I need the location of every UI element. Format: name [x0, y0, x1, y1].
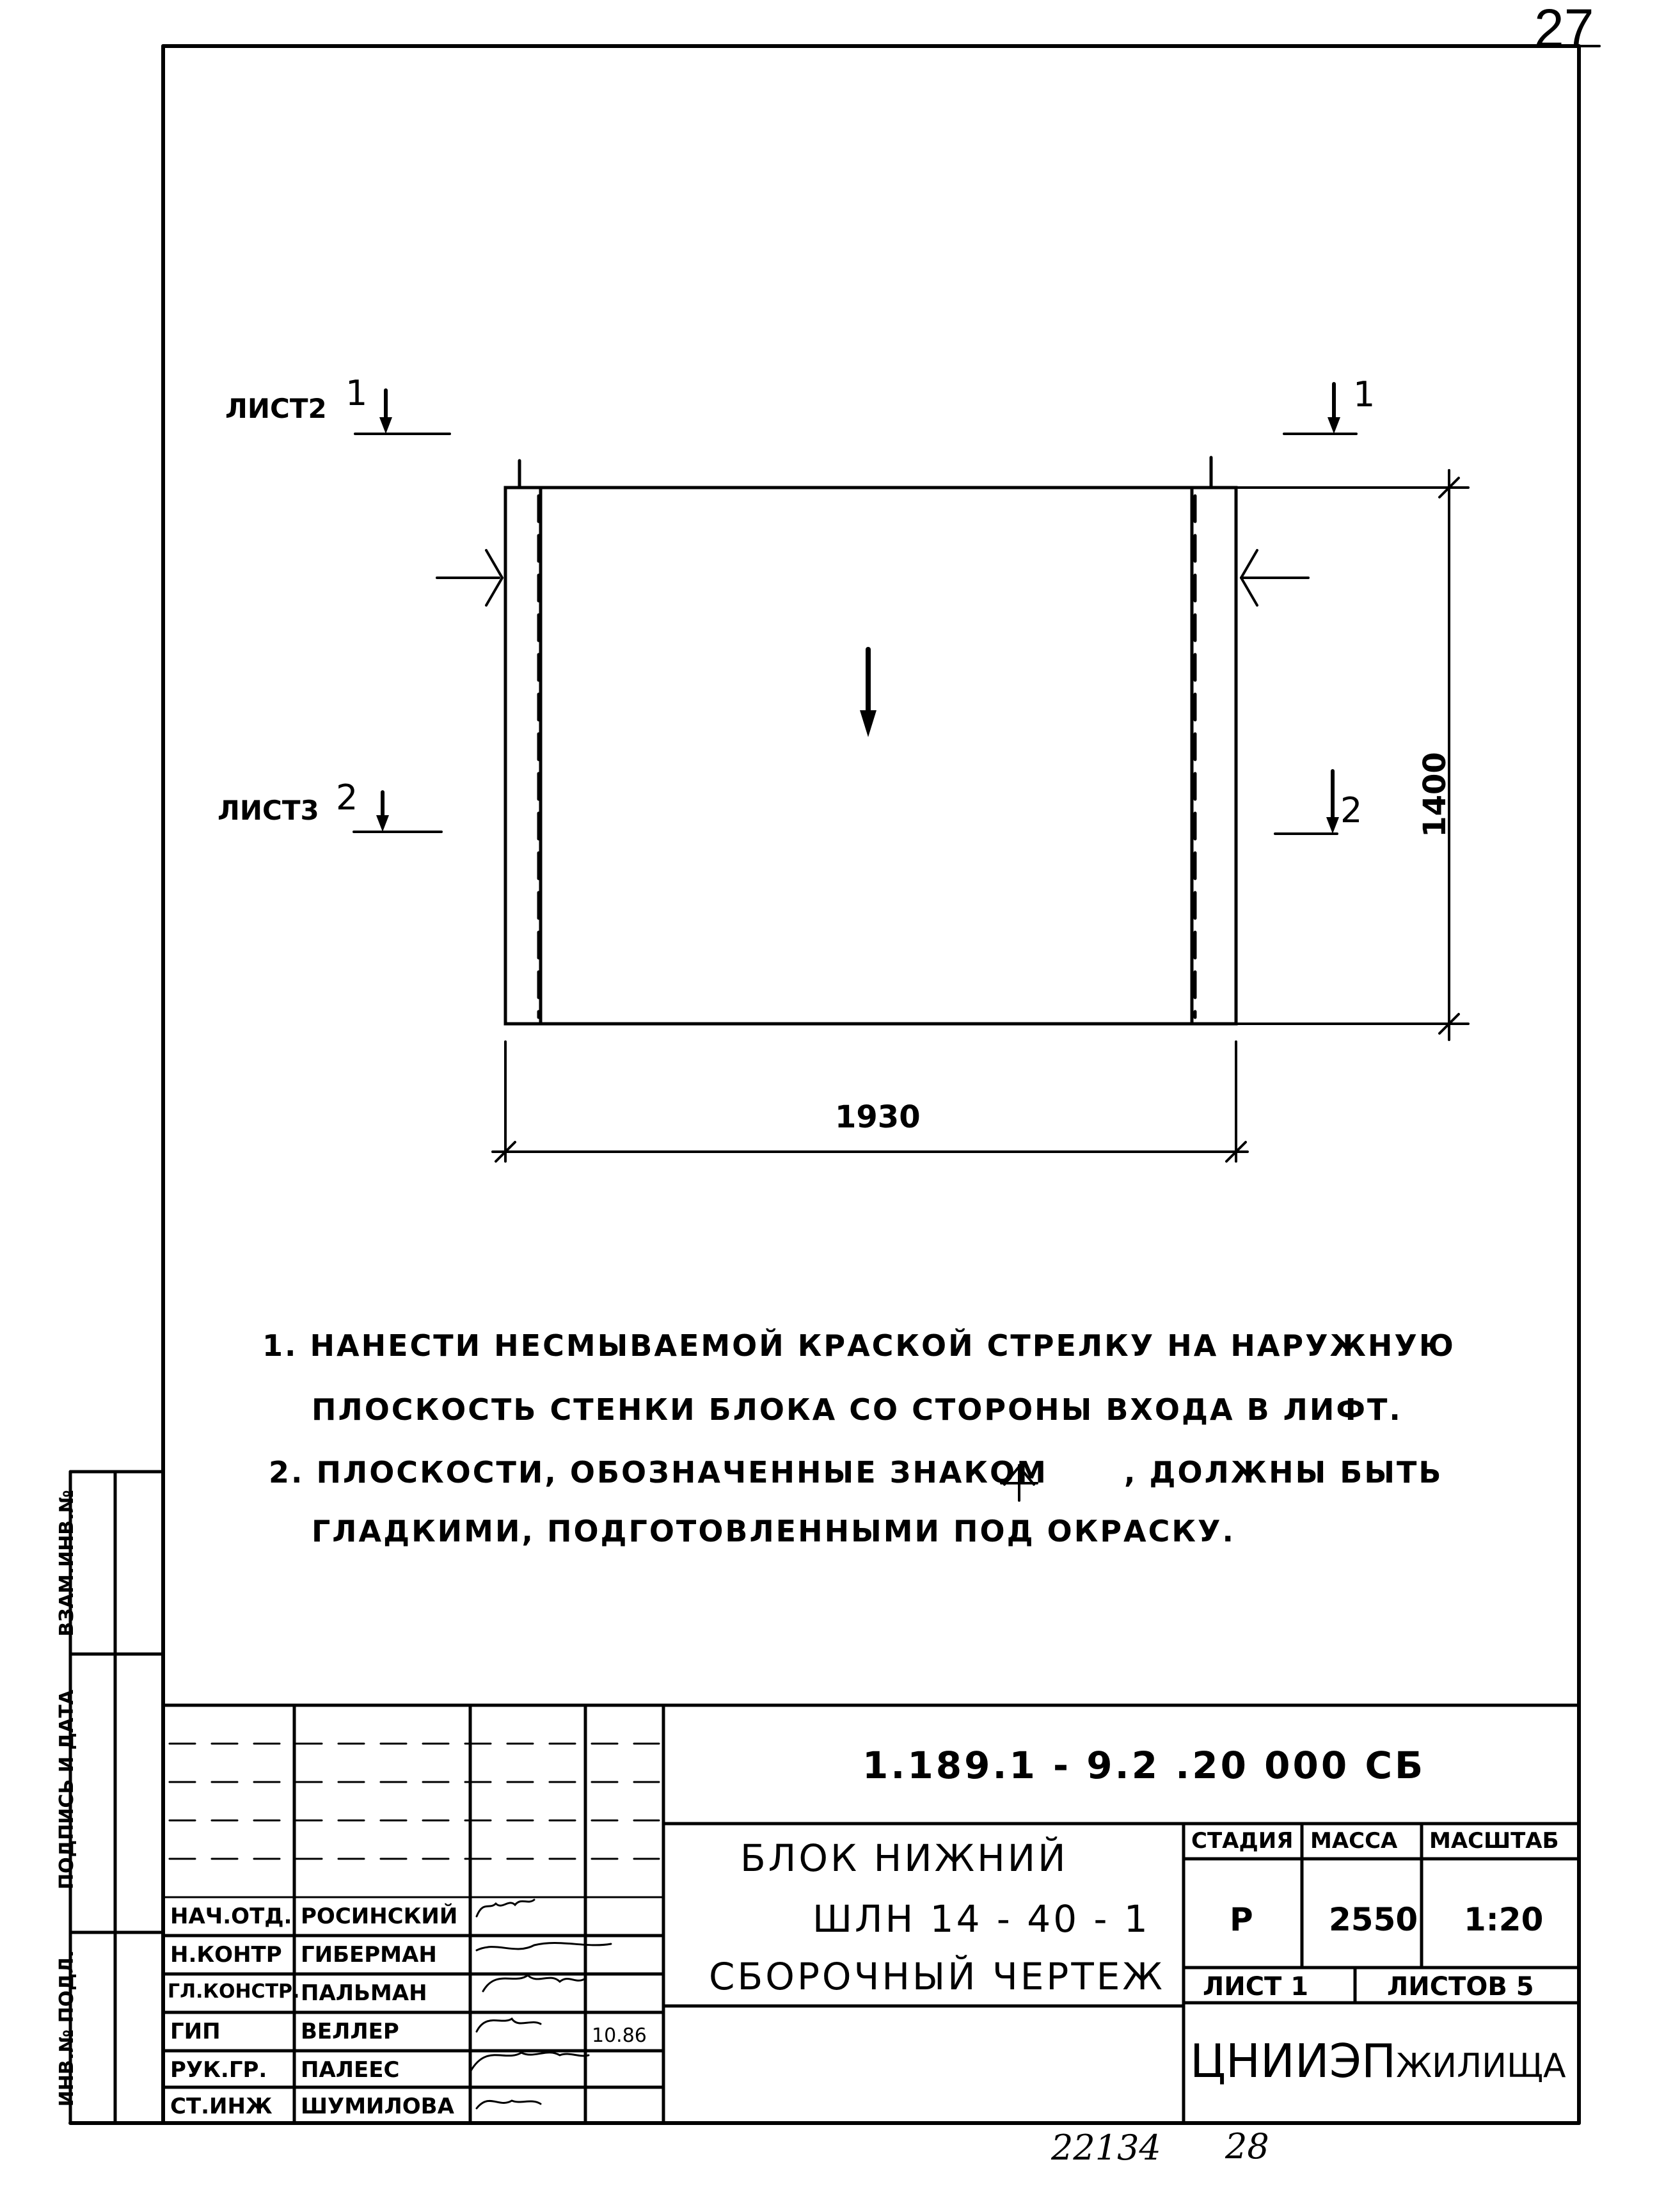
signature-rosinsky [477, 1900, 534, 1916]
mass-value: 2550 [1329, 1901, 1418, 1938]
role-2: Н.КОНТР [170, 1942, 282, 1968]
mass-header: МАССА [1310, 1828, 1398, 1854]
date-note: 10.86 [592, 2025, 647, 2047]
section-1-right: 1 [1353, 374, 1376, 415]
drawing-title-line-1: БЛОК НИЖНИЙ [740, 1836, 1068, 1880]
block-outline [505, 458, 1236, 1024]
drawing-title-line-3: СБОРОЧНЫЙ ЧЕРТЕЖ [709, 1955, 1165, 1998]
section-1-left: 1 [345, 373, 368, 413]
surface-marks [437, 550, 1308, 605]
section-2-right: 2 [1340, 790, 1363, 831]
note-2-line-1a: 2. ПЛОСКОСТИ, ОБОЗНАЧЕННЫЕ ЗНАКОМ [269, 1455, 1048, 1490]
dimension-lines [493, 470, 1468, 1161]
name-6: ШУМИЛОВА [301, 2094, 454, 2119]
signature-shumilova [477, 2101, 541, 2108]
sheet-count: ЛИСТОВ 5 [1387, 1972, 1534, 2001]
scale-value: 1:20 [1464, 1901, 1544, 1938]
stage-value: Р [1230, 1901, 1253, 1938]
side-stamp-inv-repl: ВЗАМ.ИНВ.№ [56, 1490, 78, 1637]
dimension-height: 1400 [1417, 752, 1453, 838]
sheet-number: ЛИСТ 1 [1203, 1972, 1309, 2001]
organization-name: ЦНИИЭПЖИЛИЩА [1190, 2034, 1566, 2088]
scale-header: МАСШТАБ [1429, 1828, 1559, 1854]
section-2-left: 2 [336, 777, 358, 818]
footer-page-number: 28 [1225, 2126, 1269, 2167]
hidden-lines [539, 496, 1195, 1017]
name-1: РОСИНСКИЙ [301, 1904, 458, 1929]
signatures-scribbles [470, 1900, 611, 2108]
name-4: ВЕЛЛЕР [301, 2019, 399, 2044]
role-1: НАЧ.ОТД. [170, 1904, 292, 1929]
name-5: ПАЛЕЕС [301, 2057, 400, 2083]
note-2-line-1b: , ДОЛЖНЫ БЫТЬ [1124, 1455, 1443, 1490]
signature-giberman [477, 1943, 611, 1950]
dimension-width: 1930 [835, 1099, 921, 1135]
signature-veller [477, 2019, 541, 2032]
role-3: ГЛ.КОНСТР. [168, 1980, 300, 2003]
section-label-sheet2: ЛИСТ2 [225, 393, 327, 424]
role-5: РУК.ГР. [170, 2057, 267, 2083]
page-number: 27 [1534, 0, 1594, 58]
sheet-frame [70, 46, 1599, 2123]
document-code: 1.189.1 - 9.2 .20 000 СБ [862, 1744, 1426, 1787]
note-1-line-1: 1. НАНЕСТИ НЕСМЫВАЕМОЙ КРАСКОЙ СТРЕЛКУ НА НАРУЖНУЮ [262, 1328, 1455, 1363]
signature-palees [470, 2053, 589, 2072]
note-1-line-2: ПЛОСКОСТЬ СТЕНКИ БЛОКА СО СТОРОНЫ ВХОДА В ЛИФТ. [312, 1392, 1402, 1427]
name-2: ГИБЕРМАН [301, 1942, 437, 1968]
section-label-sheet3: ЛИСТ3 [218, 795, 319, 826]
role-6: СТ.ИНЖ [170, 2094, 273, 2119]
side-stamp-inv-orig: ИНВ.№ ПОДЛ. [56, 1950, 78, 2107]
side-stamp-sign-date: ПОДПИСЬ И ДАТА [56, 1689, 78, 1890]
note-2-line-2: ГЛАДКИМИ, ПОДГОТОВЛЕННЫМИ ПОД ОКРАСКУ. [312, 1514, 1235, 1548]
drawing-title-line-2: ШЛН 14 - 40 - 1 [813, 1897, 1150, 1941]
signature-palman [483, 1975, 585, 1991]
name-3: ПАЛЬМАН [301, 1980, 427, 2006]
stage-header: СТАДИЯ [1191, 1828, 1294, 1854]
role-4: ГИП [170, 2019, 221, 2044]
footer-archive-number: 22134 [1051, 2128, 1161, 2168]
side-stamp-lines [70, 1472, 163, 2123]
